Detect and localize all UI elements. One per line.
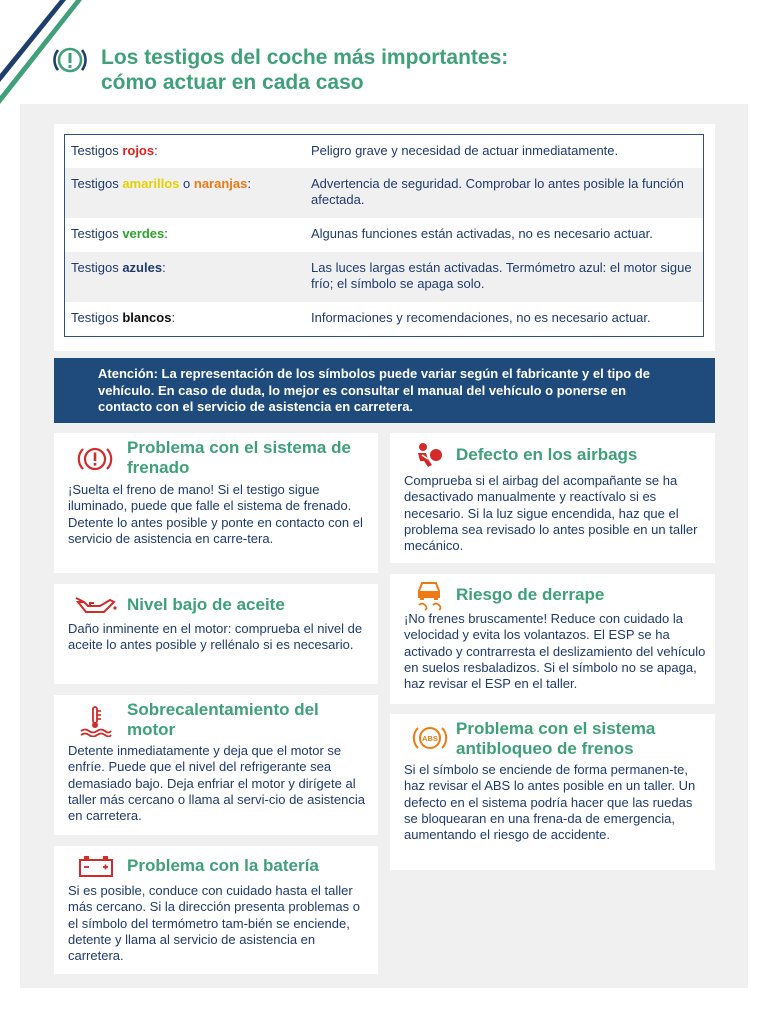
card-title: Defecto en los airbags: [456, 445, 638, 464]
legend-description: Algunas funciones están activadas, no es necesario actuar.: [311, 226, 653, 241]
color-word-orange: naranjas: [193, 176, 248, 191]
card-title: Nivel bajo de aceite: [127, 595, 285, 614]
warning-circle-icon: [52, 42, 88, 78]
card-text: Detente inmediatamente y deja que el motor se enfríe. Puede que el nivel del refrigerante sea demasiado bajo. Deja enfriar el motor y dirígete al taller más cercano o llama al servi-cio de asistencia en carretera.: [68, 743, 365, 824]
color-word-blue: azules: [122, 260, 163, 275]
card-text: ¡No frenes bruscamente! Reduce con cuidado la velocidad y evita los volantazos. El ESP se ha activado y contrarresta el deslizamiento del vehículo en suelos resbaladizos. Si el símbolo no se apaga, haz revisar el ESP en el taller.: [404, 611, 706, 692]
card-overheat: [54, 695, 378, 835]
color-word-green: verdes: [122, 226, 165, 241]
card-text: Si es posible, conduce con cuidado hasta el taller más cercano. Si la dirección presenta problemas o el símbolo del termómetro tam-bién se enciende, detente y llama al servicio de asistencia en carretera.: [68, 883, 360, 964]
card-title: Riesgo de derrape: [456, 585, 605, 604]
card-text: ¡Suelta el freno de mano! Si el testigo sigue iluminado, puede que falle el sistema de frenado. Detente lo antes posible y ponte en contacto con el servicio de asistencia en carre-tera.: [68, 482, 363, 546]
legend-row-blue: Testigos azules: Las luces largas están activadas. Termómetro azul: el motor sigue frío; el símbolo se apaga solo.: [65, 252, 703, 302]
legend-row-red: Testigos rojos: Peligro grave y necesidad de actuar inmediatamente.: [65, 135, 703, 168]
airbag-icon: [414, 441, 444, 469]
page-title: [101, 45, 721, 95]
card-skid: [390, 574, 715, 704]
attention-banner: Atención: La representación de los símbolos puede variar según el fabricante y el tipo de vehículo. En caso de duda, lo mejor es consultar el manual del vehículo o ponerse en contacto con el servicio de asistencia en carretera.: [54, 358, 715, 423]
card-brakes: [54, 433, 378, 573]
card-abs: [390, 714, 715, 870]
legend-row-green: Testigos verdes: Algunas funciones están activadas, no es necesario actuar.: [65, 218, 703, 252]
page-title-line-1: Los testigos del coche más importantes:: [101, 46, 509, 69]
brake-warning-icon: [76, 444, 114, 474]
card-text: Daño inminente en el motor: comprueba el nivel de aceite lo antes posible y rellénalo si es necesario.: [68, 621, 363, 653]
oil-can-icon: [74, 594, 118, 616]
card-title: Sobrecalentamiento del motor: [127, 700, 319, 739]
legend-row-white: Testigos blancos: Informaciones y recomendaciones, no es necesario actuar.: [65, 302, 703, 336]
legend-table: [64, 134, 704, 337]
card-text: Si el símbolo se enciende de forma permanen-te, haz revisar el ABS lo antes posible en un taller. Un defecto en el sistema podría hacer que las ruedas se bloquearan en una frena-da de emergencia, aumentando el riesgo de accidente.: [404, 762, 696, 843]
legend-description: Informaciones y recomendaciones, no es necesario actuar.: [311, 310, 651, 325]
skid-car-icon: [414, 579, 444, 611]
card-title: Problema con el sistema de frenado: [127, 438, 351, 477]
card-battery: [54, 846, 378, 974]
color-word-red: rojos: [122, 143, 155, 158]
card-title: Problema con la batería: [127, 856, 319, 875]
color-word-yellow: amarillos: [122, 176, 180, 191]
card-airbag: [390, 433, 715, 563]
abs-icon: [412, 723, 448, 753]
legend-description: Peligro grave y necesidad de actuar inmediatamente.: [311, 143, 619, 158]
coolant-temperature-icon: [78, 705, 112, 737]
page-title-line-2: cómo actuar en cada caso: [101, 71, 364, 94]
legend-description: Las luces largas están activadas. Termómetro azul: el motor sigue frío; el símbolo se apaga solo.: [311, 260, 692, 291]
card-oil: [54, 584, 378, 684]
card-text: Comprueba si el airbag del acompañante se ha desactivado manualmente y reactívalo si es necesario. Si la luz sigue encendida, haz que el problema sea revisado lo antes posible en un taller mecánico.: [404, 473, 698, 554]
svg-text:ABS: ABS: [422, 734, 438, 743]
legend-description: Advertencia de seguridad. Comprobar lo antes posible la función afectada.: [311, 176, 684, 207]
card-title: Problema con el sistema antibloqueo de frenos: [456, 719, 656, 758]
color-word-white: blancos: [122, 310, 172, 325]
legend-row-yellow-orange: Testigos amarillos o naranjas: Advertencia de seguridad. Comprobar lo antes posible la función afectada.: [65, 168, 703, 218]
battery-icon: [78, 854, 114, 878]
